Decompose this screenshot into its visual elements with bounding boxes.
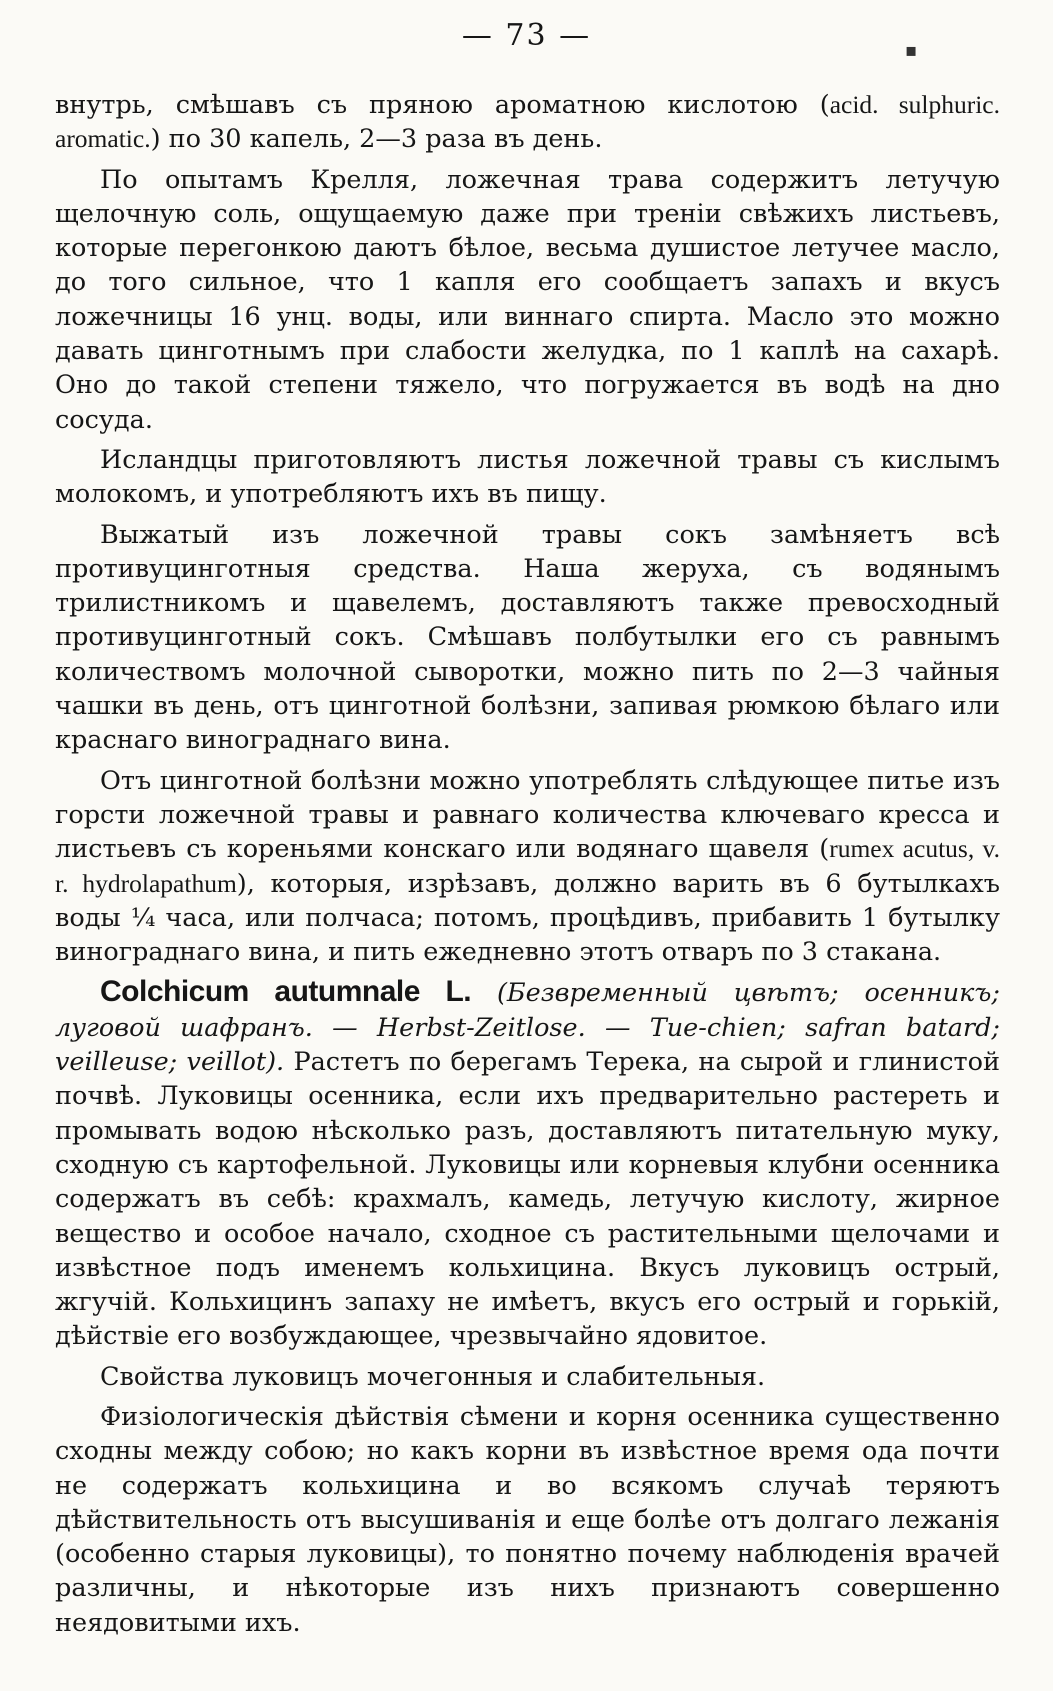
body-text xyxy=(55,88,1000,1646)
paragraph-1-text-b: ) по 30 капель, 2—3 раза въ день. xyxy=(150,124,603,155)
page-number: — 73 — xyxy=(461,18,592,53)
entry-synonyms: (Безвременный цвѣтъ; осенникъ; луговой шафранъ. — Herbst-Zeitlose. — Tue-chien; safran batard; veilleuse; veillot). xyxy=(55,978,1000,1078)
paragraph-physiology: Физiологическiя дѣйствiя сѣмени и корня осенника существенно сходны между собою; но какъ корни въ извѣстное время ода почти не содержатъ кольхицина и во всякомъ случаѣ теряютъ дѣйствительность отъ высушиванiя и еще болѣе отъ долгаго лежанiя (особенно старыя луковицы), то понятно почему наблюденiя врачей различны, и нѣкоторые изъ нихъ признаютъ совершенно неядовитыми ихъ. xyxy=(55,1401,1000,1638)
paragraph-5-text-a: Отъ цинготной болѣзни можно употреблять слѣдующее питье изъ горсти ложечной травы и равнаго количества ключеваго кресса и листьевъ съ кореньями конскаго или водянаго щавеля ( xyxy=(55,765,1000,865)
entry-heading: Colchicum autumnale L. xyxy=(100,975,472,1009)
paragraph-continuation xyxy=(55,88,1000,157)
latin-term: rumex acutus, v. r. hydrolapathum xyxy=(55,834,1000,898)
paragraph-properties: Свойства луковицъ мочегонныя и слабительныя. xyxy=(100,1361,766,1392)
paragraph-colchicum xyxy=(55,975,1000,1353)
paragraph-juice: Выжатый изъ ложечной травы сокъ замѣняетъ всѣ противуцинготныя средства. Наша жеруха, съ водянымъ трилистникомъ и щавелемъ, доставляютъ также превосходный противуцинготный сокъ. Смѣшавъ полбутылки его съ равнымъ количествомъ молочной сыворотки, можно пить по 2—3 чайныя чашки въ день, отъ цинготной болѣзни, запивая рюмкою бѣлаго или краснаго винограднаго вина. xyxy=(55,519,1000,756)
paragraph-drink xyxy=(55,764,1000,970)
latin-term: acid. sulphuric. aromatic. xyxy=(55,90,1000,154)
paragraph-1-text-a: внутрь, смѣшавъ съ пряною ароматною кислотою ( xyxy=(55,90,830,120)
print-speck: ▪ xyxy=(905,40,918,61)
paragraph-5-text-b: ), которыя, изрѣзавъ, должно варить въ 6 бутылкахъ воды ¼ часа, или полчаса; потомъ, процѣдивъ, прибавить 1 бутылку винограднаго вина, и пить ежедневно этотъ отваръ по 3 стакана. xyxy=(55,868,1000,968)
paragraph-krell: По опытамъ Крелля, ложечная трава содержитъ летучую щелочную соль, ощущаемую даже при тренiи свѣжихъ листьевъ, которые перегонкою даютъ бѣлое, весьма душистое летучее масло, до того сильное, что 1 капля его сообщаетъ запахъ и вкусъ ложечницы 16 унц. воды, или виннаго спирта. Масло это можно давать цинготнымъ при слабости желудка, по 1 каплѣ на сахарѣ. Оно до такой степени тяжело, что погружается въ водѣ на дно сосуда. xyxy=(55,164,1000,435)
paragraph-icelanders: Исландцы приготовляютъ листья ложечной травы съ кислымъ молокомъ, и употребляютъ ихъ въ пищу. xyxy=(55,444,1000,510)
entry-description: Растетъ по берегамъ Терека, на сырой и глинистой почвѣ. Луковицы осенника, если ихъ предварительно растереть и промывать водою нѣсколько разъ, доставляютъ питательную муку, сходную съ картофельной. Луковицы или корневыя клубни осенника содержатъ въ себѣ: крахмалъ, камедь, летучую кислоту, жирное вещество и особое начало, сходное съ растительными щелочами и извѣстное подъ именемъ кольхицина. Вкусъ луковицъ острый, жгучiй. Кольхицинъ запаху не имѣетъ, вкусъ его острый и горькiй, дѣйствiе его возбуждающее, чрезвычайно ядовитое. xyxy=(55,1047,1000,1352)
